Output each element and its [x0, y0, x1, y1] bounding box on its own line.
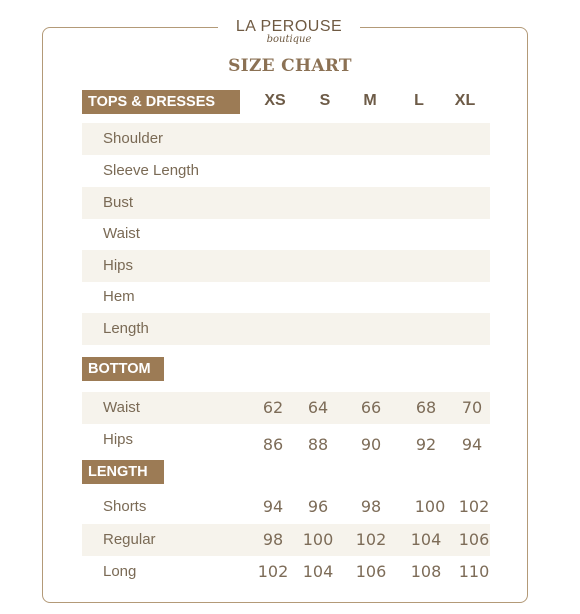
size-value: 68 — [415, 398, 437, 417]
row-label: Hips — [103, 257, 134, 274]
table-row — [82, 424, 490, 456]
size-header-xl: XL — [454, 92, 476, 109]
row-label: Waist — [103, 399, 140, 416]
size-value: 98 — [262, 530, 284, 549]
table-row — [82, 155, 490, 187]
size-value: 70 — [461, 398, 483, 417]
row-label: Long — [103, 563, 137, 580]
page-title: SIZE CHART — [228, 56, 352, 76]
row-label: Bust — [103, 194, 134, 211]
size-value: 104 — [302, 562, 334, 581]
section-label-tops: TOPS & DRESSES — [82, 90, 240, 114]
row-label: Shorts — [103, 498, 147, 515]
size-value: 90 — [360, 435, 382, 454]
row-label: Hips — [103, 431, 134, 448]
row-label: Sleeve Length — [103, 162, 199, 179]
size-value: 66 — [360, 398, 382, 417]
brand-logo — [218, 12, 360, 52]
table-row — [82, 123, 490, 155]
table-row — [82, 250, 490, 282]
size-value: 94 — [262, 497, 284, 516]
table-row — [82, 392, 490, 424]
size-value: 104 — [410, 530, 442, 549]
row-label: Waist — [103, 225, 140, 242]
size-value: 100 — [302, 530, 334, 549]
size-value: 106 — [355, 562, 387, 581]
size-value: 94 — [461, 435, 483, 454]
size-header-xs: XS — [264, 92, 286, 109]
row-label: Length — [103, 320, 149, 337]
table-row — [82, 313, 490, 345]
size-value: 86 — [262, 435, 284, 454]
table-row — [82, 187, 490, 219]
table-row — [82, 556, 490, 588]
size-value: 64 — [307, 398, 329, 417]
size-header-l: L — [414, 92, 424, 109]
size-value: 110 — [458, 562, 490, 581]
table-row — [82, 491, 490, 523]
size-value: 102 — [257, 562, 289, 581]
size-header-m: M — [363, 92, 377, 109]
size-value: 100 — [414, 497, 446, 516]
table-row — [82, 281, 490, 313]
brand-name: LA PEROUSE — [235, 18, 343, 35]
table-row — [82, 218, 490, 250]
size-value: 88 — [307, 435, 329, 454]
size-header-s: S — [319, 92, 331, 109]
size-value: 96 — [307, 497, 329, 516]
row-label: Shoulder — [103, 130, 164, 147]
size-value: 98 — [360, 497, 382, 516]
size-value: 62 — [262, 398, 284, 417]
row-label: Regular — [103, 531, 156, 548]
size-value: 102 — [458, 497, 490, 516]
table-row — [82, 524, 490, 556]
brand-sub: boutique — [266, 34, 312, 45]
size-value: 92 — [415, 435, 437, 454]
size-value: 102 — [355, 530, 387, 549]
size-value: 106 — [458, 530, 490, 549]
size-value: 108 — [410, 562, 442, 581]
section-label-length: LENGTH — [82, 460, 164, 484]
row-label: Hem — [103, 288, 135, 305]
section-label-bottom: BOTTOM — [82, 357, 164, 381]
